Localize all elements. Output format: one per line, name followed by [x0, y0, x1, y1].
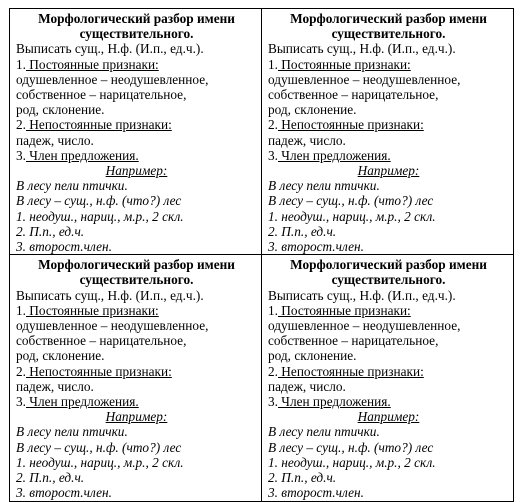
sentence-role-label: Член предложения. — [277, 394, 391, 410]
feature-line: одушевленное – неодушевленное, — [16, 318, 209, 334]
item-number: 3. — [16, 394, 26, 410]
item-number: 1. — [268, 302, 278, 318]
feature-line: одушевленное – неодушевленное, — [16, 71, 209, 87]
item-number: 3. — [16, 147, 26, 163]
sentence-role-heading — [16, 148, 257, 163]
example-line: 3. второст.член. — [16, 239, 112, 255]
parsing-card — [10, 255, 262, 501]
sentence-role-heading — [16, 394, 257, 409]
example-line: 2. П.п., ед.ч. — [16, 470, 85, 486]
card-title-line: Морфологический разбор имени — [38, 257, 235, 273]
feature-line: одушевленное – неодушевленное, — [268, 318, 461, 334]
example-line: 3. второст.член. — [268, 239, 364, 255]
card-title-line: существительного. — [331, 26, 446, 42]
example-line: В лесу – сущ., н.ф. (что?) лес — [268, 439, 434, 455]
example-line: 2. П.п., ед.ч. — [16, 223, 85, 239]
permanent-features-heading — [16, 303, 257, 318]
card-title-line: существительного. — [79, 26, 194, 42]
sentence-role-label: Член предложения. — [25, 394, 139, 410]
example-line: 1. неодуш., нариц., м.р., 2 скл. — [268, 454, 436, 470]
card-title — [16, 257, 257, 287]
card-intro: Выписать сущ., Н.ф. (И.п., ед.ч.). — [16, 287, 204, 303]
example-label: Например: — [357, 409, 420, 425]
example-label: Например: — [105, 409, 168, 425]
item-number: 3. — [268, 394, 278, 410]
example-line: В лесу – сущ., н.ф. (что?) лес — [16, 193, 182, 209]
example-line: В лесу пели птички. — [268, 178, 380, 194]
feature-line: собственное – нарицательное, — [16, 87, 187, 103]
feature-line: одушевленное – неодушевленное, — [268, 71, 461, 87]
sentence-role-label: Член предложения. — [277, 147, 391, 163]
feature-line: собственное – нарицательное, — [16, 333, 187, 349]
card-title — [16, 11, 257, 41]
sentence-role-heading — [268, 394, 509, 409]
feature-line: падеж, число. — [268, 132, 346, 148]
card-intro: Выписать сущ., Н.ф. (И.п., ед.ч.). — [268, 41, 456, 57]
card-title-line: Морфологический разбор имени — [290, 11, 487, 26]
feature-line: падеж, число. — [16, 378, 94, 394]
card-title-line: Морфологический разбор имени — [290, 257, 487, 273]
card-title-line: существительного. — [79, 272, 194, 288]
permanent-features-heading — [268, 57, 509, 72]
example-line: 1. неодуш., нариц., м.р., 2 скл. — [16, 454, 184, 470]
item-number: 3. — [268, 147, 278, 163]
example-line: 1. неодуш., нариц., м.р., 2 скл. — [268, 208, 436, 224]
variable-features-label: Непостоянные признаки: — [277, 117, 424, 133]
variable-features-heading — [16, 117, 257, 132]
cards-table — [9, 8, 514, 502]
feature-line: род, склонение. — [268, 102, 357, 118]
permanent-features-label: Постоянные признаки: — [277, 56, 411, 72]
permanent-features-heading — [268, 303, 509, 318]
card-title — [268, 11, 509, 41]
item-number: 2. — [16, 117, 26, 133]
permanent-features-label: Постоянные признаки: — [25, 56, 159, 72]
example-line: 3. второст.член. — [16, 485, 112, 501]
parsing-card — [262, 9, 514, 255]
example-line: В лесу пели птички. — [268, 424, 380, 440]
card-intro: Выписать сущ., Н.ф. (И.п., ед.ч.). — [268, 287, 456, 303]
example-line: В лесу пели птички. — [16, 178, 128, 194]
example-line: 1. неодуш., нариц., м.р., 2 скл. — [16, 208, 184, 224]
feature-line: род, склонение. — [16, 102, 105, 118]
example-line: В лесу – сущ., н.ф. (что?) лес — [268, 193, 434, 209]
variable-features-label: Непостоянные признаки: — [25, 117, 172, 133]
card-title-line: существительного. — [331, 272, 446, 288]
item-number: 1. — [268, 56, 278, 72]
feature-line: род, склонение. — [16, 348, 105, 364]
table-row — [10, 9, 514, 255]
variable-features-heading — [268, 117, 509, 132]
feature-line: падеж, число. — [16, 132, 94, 148]
permanent-features-label: Постоянные признаки: — [25, 302, 159, 318]
card-title — [268, 257, 509, 287]
item-number: 1. — [16, 56, 26, 72]
parsing-card — [262, 255, 514, 501]
variable-features-label: Непостоянные признаки: — [277, 363, 424, 379]
sentence-role-heading — [268, 148, 509, 163]
card-intro: Выписать сущ., Н.ф. (И.п., ед.ч.). — [16, 41, 204, 57]
feature-line: собственное – нарицательное, — [268, 333, 439, 349]
item-number: 2. — [268, 117, 278, 133]
feature-line: род, склонение. — [268, 348, 357, 364]
example-label: Например: — [357, 163, 420, 179]
item-number: 1. — [16, 302, 26, 318]
permanent-features-label: Постоянные признаки: — [277, 302, 411, 318]
table-row — [10, 255, 514, 501]
example-line: 2. П.п., ед.ч. — [268, 223, 337, 239]
parsing-card — [10, 9, 262, 255]
feature-line: падеж, число. — [268, 378, 346, 394]
item-number: 2. — [268, 363, 278, 379]
permanent-features-heading — [16, 57, 257, 72]
feature-line: собственное – нарицательное, — [268, 87, 439, 103]
item-number: 2. — [16, 363, 26, 379]
example-line: 3. второст.член. — [268, 485, 364, 501]
variable-features-heading — [268, 364, 509, 379]
variable-features-label: Непостоянные признаки: — [25, 363, 172, 379]
example-label: Например: — [105, 163, 168, 179]
card-title-line: Морфологический разбор имени — [38, 11, 235, 26]
example-line: В лесу пели птички. — [16, 424, 128, 440]
example-line: В лесу – сущ., н.ф. (что?) лес — [16, 439, 182, 455]
example-line: 2. П.п., ед.ч. — [268, 470, 337, 486]
variable-features-heading — [16, 364, 257, 379]
sentence-role-label: Член предложения. — [25, 147, 139, 163]
